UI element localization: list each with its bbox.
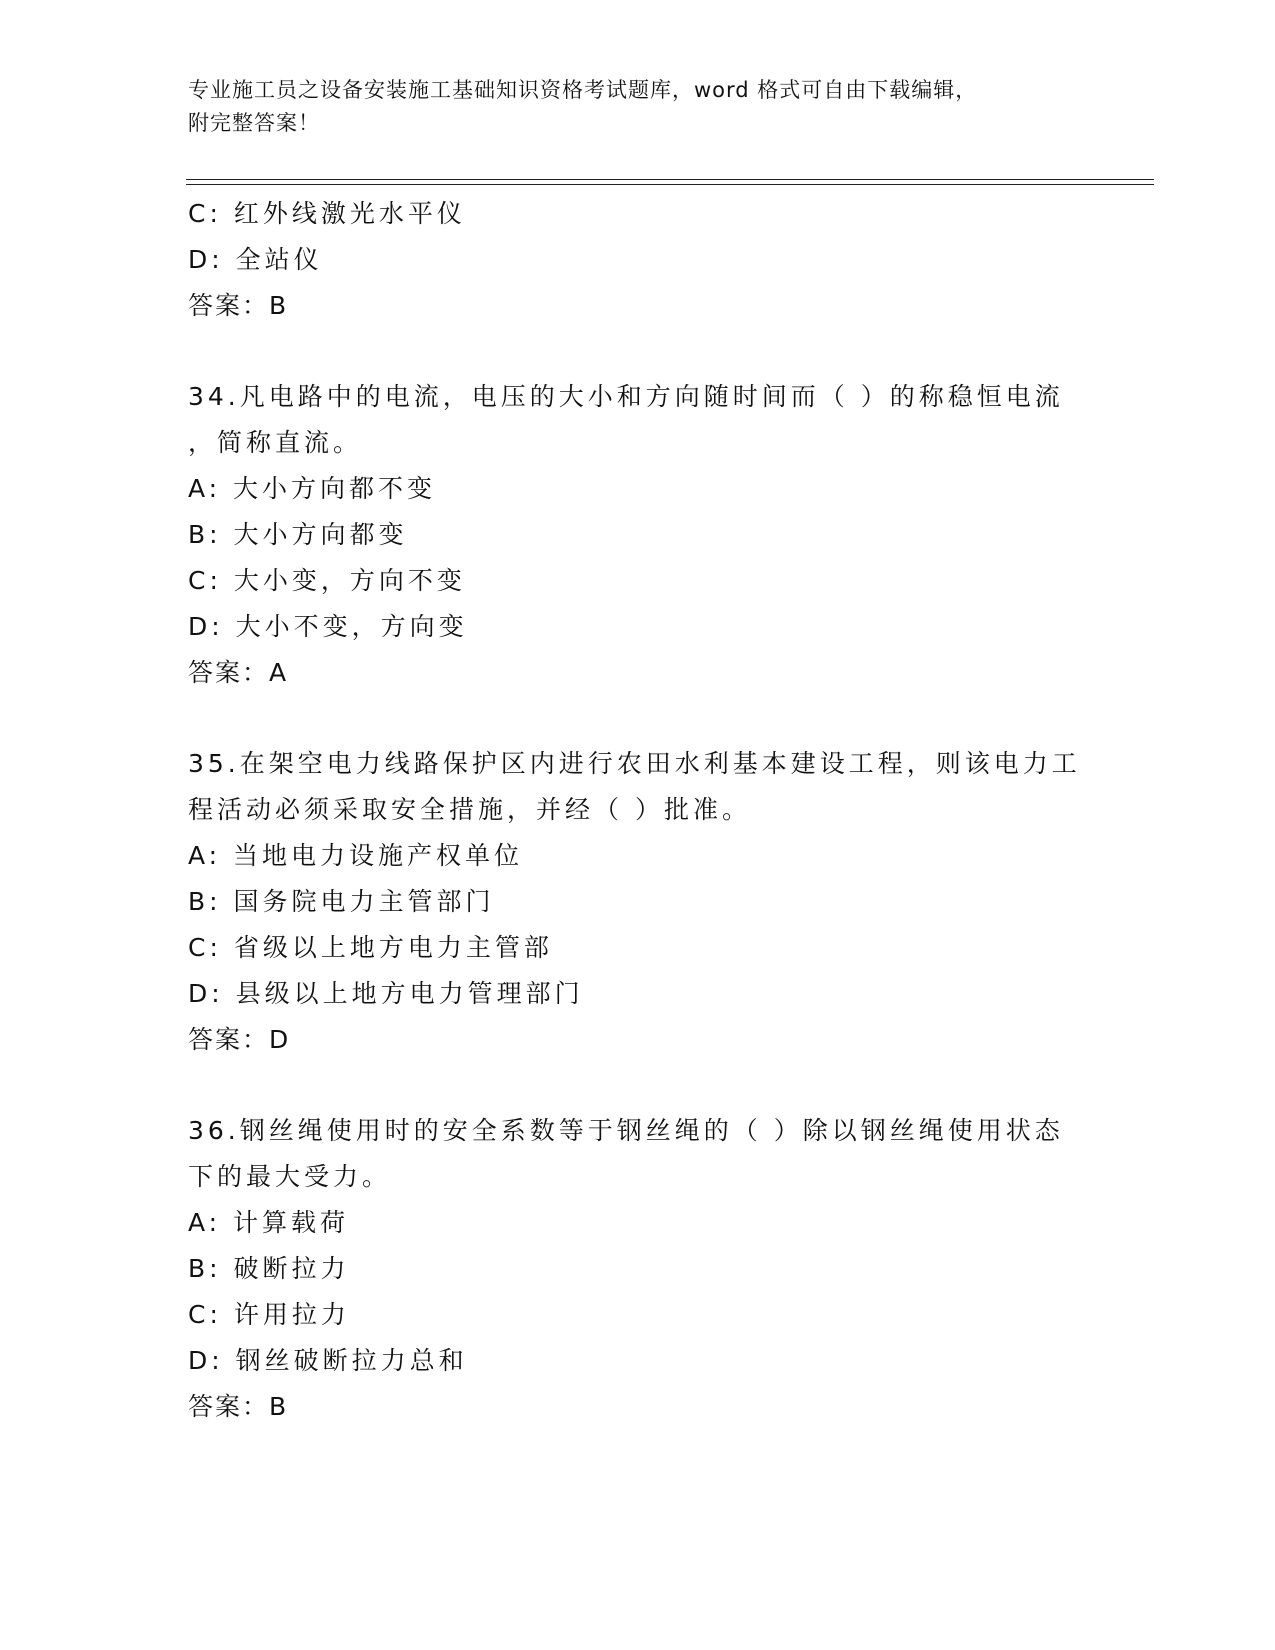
spacer [188, 696, 1088, 741]
answer-line: 答案：B [188, 291, 289, 320]
option-a: A: 大小方向都不变 [188, 474, 437, 503]
header-line-1: 专业施工员之设备安装施工基础知识资格考试题库，word 格式可自由下载编辑， [188, 78, 978, 102]
header-divider-bottom [186, 184, 1154, 185]
header-line-2: 附完整答案！ [188, 111, 320, 135]
option-c: C: 省级以上地方电力主管部 [188, 933, 553, 962]
option-a: A: 计算载荷 [188, 1208, 350, 1237]
question-text: 35.在架空电力线路保护区内进行农田水利基本建设工程，则该电力工 [188, 749, 1081, 778]
question-block-36 [188, 1108, 1088, 1430]
spacer [188, 1063, 1088, 1108]
header-divider-top [186, 179, 1154, 180]
question-text-cont: 程活动必须采取安全措施，并经（ ）批准。 [188, 795, 751, 824]
question-block-34 [188, 374, 1088, 696]
option-c: C: 大小变，方向不变 [188, 566, 466, 595]
answer-line: 答案：D [188, 1025, 291, 1054]
option-a: A: 当地电力设施产权单位 [188, 841, 524, 870]
question-text: 36.钢丝绳使用时的安全系数等于钢丝绳的（ ）除以钢丝绳使用状态 [188, 1116, 1064, 1145]
document-header [188, 74, 1088, 140]
question-text-cont: ，简称直流。 [188, 428, 363, 457]
option-c: C: 许用拉力 [188, 1300, 350, 1329]
question-text-cont: 下的最大受力。 [188, 1162, 392, 1191]
spacer [188, 329, 1088, 374]
option-d: D: 全站仪 [188, 245, 323, 274]
question-text: 34.凡电路中的电流，电压的大小和方向随时间而（ ）的称稳恒电流 [188, 382, 1064, 411]
question-list [188, 191, 1088, 1430]
option-d: D: 大小不变，方向变 [188, 612, 468, 641]
option-d: D: 钢丝破断拉力总和 [188, 1346, 468, 1375]
question-block-35 [188, 741, 1088, 1063]
option-b: B: 破断拉力 [188, 1254, 350, 1283]
continued-question-block [188, 191, 1088, 329]
option-b: B: 大小方向都变 [188, 520, 408, 549]
option-d: D: 县级以上地方电力管理部门 [188, 979, 584, 1008]
option-b: B: 国务院电力主管部门 [188, 887, 495, 916]
answer-line: 答案：A [188, 658, 289, 687]
answer-line: 答案：B [188, 1392, 289, 1421]
option-c: C: 红外线激光水平仪 [188, 199, 466, 228]
